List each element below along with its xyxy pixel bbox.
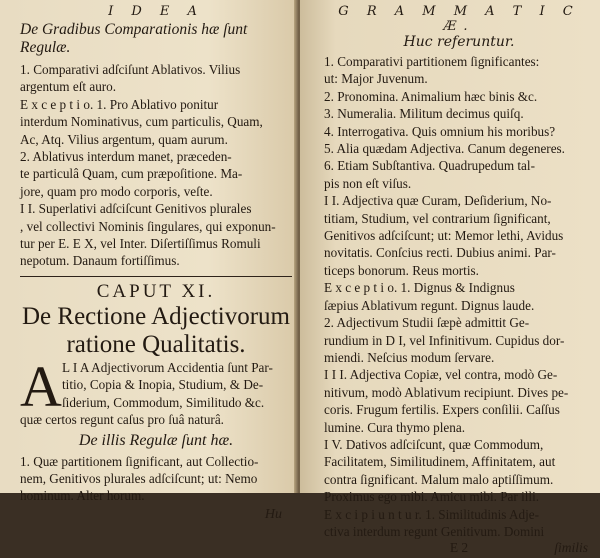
text-line: 6. Etiam Subſtantiva. Quadrupedum tal- xyxy=(324,158,535,174)
signature-mark: E 2 xyxy=(449,540,469,556)
text-line: pis non eſt viſus. xyxy=(324,175,412,191)
text-line: I I. Adjectiva quæ Curam, Deſiderium, No- xyxy=(324,193,552,209)
text-line: 5. Alia quædam Adjectiva. Canum degeneres. xyxy=(324,141,565,157)
text-line: novitatis. Conſcius recti. Dubius animi. Par- xyxy=(324,245,556,261)
text-line: ut: Major Juvenum. xyxy=(324,71,428,87)
text-line: 1. Comparativi partitionem ſignificantes: xyxy=(324,54,540,69)
text-line: I I. Superlativi adſciſcunt Genitivos plurales xyxy=(20,201,252,217)
chapter-number: CAPUT XI. xyxy=(96,280,216,302)
text-line: E x c e p t i o. 1. Dignus & Indignus xyxy=(324,280,515,296)
text-line: ctiva interdum regunt Genitivum. Domini xyxy=(324,523,545,539)
running-head-right: G R A M M A T I C Æ. xyxy=(338,4,580,34)
page-footer xyxy=(324,540,594,558)
text-line: lumine. Cura thymo plena. xyxy=(324,419,466,435)
text-line: L I A Adjectivorum Accidentia ſunt Par- xyxy=(62,359,273,375)
text-line: interdum Nominativus, cum particulis, Quam, xyxy=(20,114,263,130)
text-line: jore, quam pro modo corporis, veſte. xyxy=(20,183,213,199)
left-page xyxy=(0,0,298,522)
text-line: Genitivos adſciſcunt; ut: Memor lethi, Avidus xyxy=(324,228,564,244)
text-line: ſæpius Ablativum regunt. Dignus laude. xyxy=(324,297,535,313)
text-line: 3. Numeralia. Militum decimus quiſq. xyxy=(324,106,524,122)
text-line: ticeps bonorum. Reus mortis. xyxy=(324,262,479,278)
text-block-top xyxy=(20,61,292,270)
rules-heading: De illis Regulæ ſunt hæ. xyxy=(78,431,234,449)
text-line: nitivum, modò Ablativum recipiunt. Dives pe- xyxy=(324,384,569,400)
drop-cap-letter: A xyxy=(20,353,62,419)
divider-rule xyxy=(20,276,292,277)
text-line: titiam, Studium, vel contrarium ſignificant, xyxy=(324,210,551,226)
text-line: 1. Quæ partitionem ſignificant, aut Collectio- xyxy=(20,453,259,469)
text-line: nem, Genitivos plurales adſciſcunt; ut: Nemo xyxy=(20,470,258,486)
section-heading: De Gradibus Comparationis hæ ſunt Regulæ. xyxy=(20,21,248,56)
text-block-bottom xyxy=(20,453,292,505)
text-line: 2. Adjectivum Studii ſæpè admittit Ge- xyxy=(324,315,530,331)
text-line: hominum. Alter horum. xyxy=(20,488,145,504)
text-line: 4. Interrogativa. Quis omnium his moribus? xyxy=(324,123,556,139)
text-line: 1. Comparativi adſciſunt Ablativos. Vilius xyxy=(20,62,241,77)
text-line: miendi. Neſcius modum ſervare. xyxy=(324,349,495,365)
text-line: 2. Pronomina. Animalium hæc binis &c. xyxy=(324,88,538,104)
text-line: quæ certos regunt caſus pro ſuâ naturâ. xyxy=(20,412,224,428)
text-line: I I I. Adjectiva Copiæ, vel contra, modò Ge- xyxy=(324,367,558,383)
catchword-left: Hu xyxy=(264,506,282,522)
catchword-right: ſimilis xyxy=(554,540,588,556)
dropcap-paragraph xyxy=(20,353,292,429)
text-line: E x c i p i u n t u r. 1. Similitudinis Adje- xyxy=(324,506,540,522)
text-line: titio, Copia & Inopia, Studium, & De- xyxy=(62,377,264,393)
text-line: ſiderium, Commodum, Similitudo &c. xyxy=(62,394,265,410)
text-line: contra ſignificant. Malum malo aptiſſimum. xyxy=(324,471,554,487)
text-line: 2. Ablativus interdum manet, præceden- xyxy=(20,149,232,165)
text-line: Facilitatem, Similitudinem, Affinitatem, aut xyxy=(324,454,556,470)
text-line: Proximus ego mibi. Amicu mibi. Par illi. xyxy=(324,489,540,505)
text-line: rundium in D I, vel Infinitivum. Cupidus dor- xyxy=(324,332,565,348)
text-line: I V. Dativos adſciſcunt, quæ Commodum, xyxy=(324,436,544,452)
text-line: tur per E. E X, vel Inter. Diſertiſſimus Romuli xyxy=(20,236,261,252)
running-head-left: I D E A xyxy=(108,4,204,19)
text-line: argentum eſt auro. xyxy=(20,79,117,95)
chapter-title-line-1: De Rectione Adjectivorum xyxy=(22,302,290,330)
text-line: nepotum. Danaum fortiſſimus. xyxy=(20,253,180,269)
text-line: , vel collectivi Nominis ſingulares, qui exponun- xyxy=(20,218,276,234)
text-block-right xyxy=(324,53,594,540)
text-line: E x c e p t i o. 1. Pro Ablativo ponitur xyxy=(20,96,219,112)
text-line: Ac, Atq. Vilius argentum, quam aurum. xyxy=(20,131,228,147)
text-line: coris. Frugum fertilis. Expers conſilii. Caſſus xyxy=(324,402,560,418)
chapter-title-line-2: ratione Qualitatis. xyxy=(66,330,246,358)
subhead: Huc referuntur. xyxy=(403,34,515,50)
right-page xyxy=(300,0,600,556)
text-line: te particulâ Quam, cum præpoſitione. Ma- xyxy=(20,166,243,182)
